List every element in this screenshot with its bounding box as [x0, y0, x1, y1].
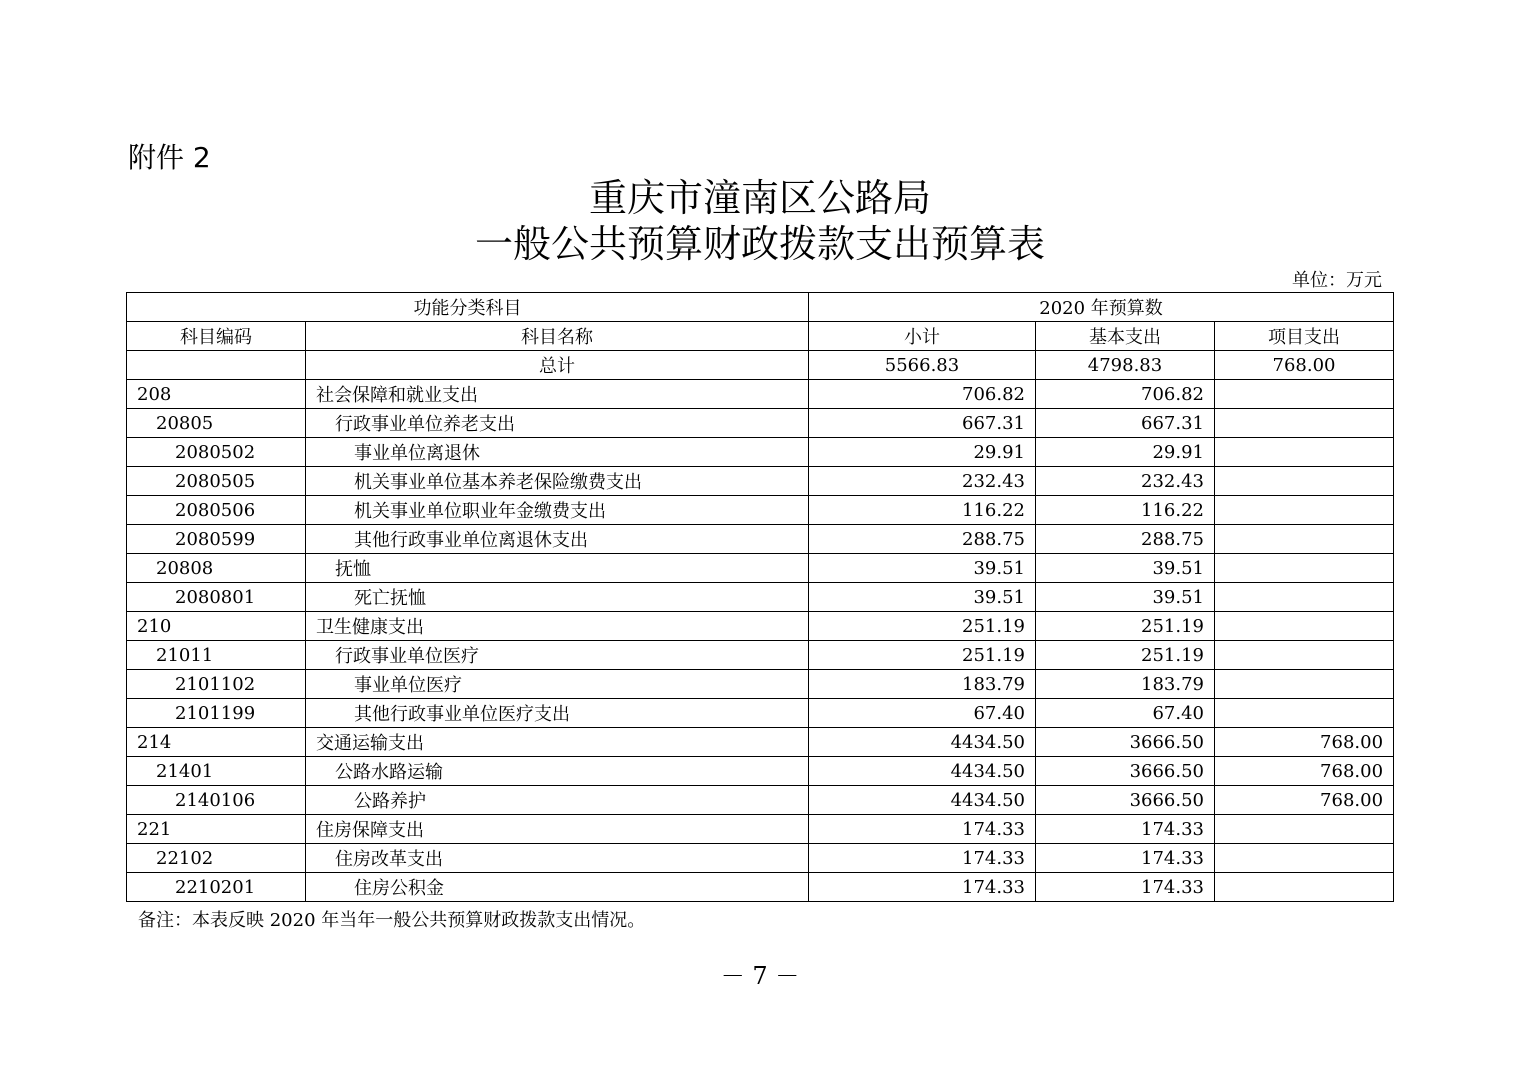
table-row	[127, 699, 1394, 728]
table-row	[127, 670, 1394, 699]
project-cell	[1215, 873, 1394, 902]
total-label: 总计	[306, 351, 809, 380]
project-cell	[1215, 554, 1394, 583]
table-row	[127, 554, 1394, 583]
table-row	[127, 786, 1394, 815]
name-cell: 公路水路运输	[306, 757, 809, 786]
name-cell: 事业单位离退休	[306, 438, 809, 467]
code-cell: 22102	[127, 844, 306, 873]
header-code: 科目编码	[127, 322, 306, 351]
code-cell: 221	[127, 815, 306, 844]
budget-table	[126, 292, 1394, 902]
header-budget-year: 2020 年预算数	[809, 293, 1394, 322]
name-cell: 事业单位医疗	[306, 670, 809, 699]
project-cell: 768.00	[1215, 757, 1394, 786]
table-row	[127, 641, 1394, 670]
subtotal-cell: 174.33	[809, 844, 1036, 873]
header-name: 科目名称	[306, 322, 809, 351]
basic-cell: 174.33	[1036, 873, 1215, 902]
code-cell: 2101102	[127, 670, 306, 699]
document-subtitle: 一般公共预算财政拨款支出预算表	[474, 222, 1045, 266]
subtotal-cell: 4434.50	[809, 728, 1036, 757]
basic-cell: 116.22	[1036, 496, 1215, 525]
project-cell	[1215, 438, 1394, 467]
project-cell	[1215, 670, 1394, 699]
total-subtotal: 5566.83	[809, 351, 1036, 380]
project-cell	[1215, 641, 1394, 670]
basic-cell: 288.75	[1036, 525, 1215, 554]
table-row	[127, 380, 1394, 409]
code-cell: 2210201	[127, 873, 306, 902]
basic-cell: 29.91	[1036, 438, 1215, 467]
total-basic: 4798.83	[1036, 351, 1215, 380]
code-cell: 20805	[127, 409, 306, 438]
table-row	[127, 757, 1394, 786]
basic-cell: 667.31	[1036, 409, 1215, 438]
table-row	[127, 815, 1394, 844]
code-cell: 2080801	[127, 583, 306, 612]
project-cell	[1215, 496, 1394, 525]
name-cell: 住房改革支出	[306, 844, 809, 873]
code-cell: 2101199	[127, 699, 306, 728]
project-cell	[1215, 380, 1394, 409]
subtotal-cell: 251.19	[809, 641, 1036, 670]
name-cell: 交通运输支出	[306, 728, 809, 757]
code-cell: 2080505	[127, 467, 306, 496]
subtotal-cell: 67.40	[809, 699, 1036, 728]
subtotal-cell: 174.33	[809, 815, 1036, 844]
code-cell: 20808	[127, 554, 306, 583]
name-cell: 其他行政事业单位医疗支出	[306, 699, 809, 728]
project-cell	[1215, 699, 1394, 728]
code-cell: 210	[127, 612, 306, 641]
basic-cell: 67.40	[1036, 699, 1215, 728]
basic-cell: 3666.50	[1036, 786, 1215, 815]
project-cell	[1215, 409, 1394, 438]
project-cell	[1215, 844, 1394, 873]
header-subtotal: 小计	[809, 322, 1036, 351]
total-project: 768.00	[1215, 351, 1394, 380]
subtotal-cell: 667.31	[809, 409, 1036, 438]
name-cell: 行政事业单位医疗	[306, 641, 809, 670]
subtotal-cell: 232.43	[809, 467, 1036, 496]
table-row	[127, 467, 1394, 496]
name-cell: 住房公积金	[306, 873, 809, 902]
basic-cell: 174.33	[1036, 815, 1215, 844]
basic-cell: 251.19	[1036, 641, 1215, 670]
basic-cell: 183.79	[1036, 670, 1215, 699]
basic-cell: 174.33	[1036, 844, 1215, 873]
table-row	[127, 583, 1394, 612]
name-cell: 社会保障和就业支出	[306, 380, 809, 409]
name-cell: 机关事业单位基本养老保险缴费支出	[306, 467, 809, 496]
header-project: 项目支出	[1215, 322, 1394, 351]
project-cell	[1215, 612, 1394, 641]
basic-cell: 251.19	[1036, 612, 1215, 641]
table-row	[127, 525, 1394, 554]
code-cell: 2080502	[127, 438, 306, 467]
table-row	[127, 438, 1394, 467]
document-title: 重庆市潼南区公路局	[588, 176, 931, 220]
basic-cell: 39.51	[1036, 554, 1215, 583]
code-cell: 2080506	[127, 496, 306, 525]
subtotal-cell: 29.91	[809, 438, 1036, 467]
project-cell	[1215, 467, 1394, 496]
attachment-label: 附件 2	[128, 141, 211, 174]
name-cell: 住房保障支出	[306, 815, 809, 844]
code-cell: 21011	[127, 641, 306, 670]
subtotal-cell: 251.19	[809, 612, 1036, 641]
subtotal-cell: 39.51	[809, 554, 1036, 583]
name-cell: 卫生健康支出	[306, 612, 809, 641]
subtotal-cell: 706.82	[809, 380, 1036, 409]
code-cell: 21401	[127, 757, 306, 786]
code-cell: 2080599	[127, 525, 306, 554]
name-cell: 死亡抚恤	[306, 583, 809, 612]
name-cell: 行政事业单位养老支出	[306, 409, 809, 438]
header-function-classification: 功能分类科目	[127, 293, 809, 322]
total-code-cell	[127, 351, 306, 380]
subtotal-cell: 39.51	[809, 583, 1036, 612]
subtotal-cell: 183.79	[809, 670, 1036, 699]
table-row	[127, 873, 1394, 902]
table-row	[127, 844, 1394, 873]
project-cell: 768.00	[1215, 786, 1394, 815]
table-row	[127, 728, 1394, 757]
subtotal-cell: 116.22	[809, 496, 1036, 525]
subtotal-cell: 4434.50	[809, 786, 1036, 815]
name-cell: 机关事业单位职业年金缴费支出	[306, 496, 809, 525]
basic-cell: 232.43	[1036, 467, 1215, 496]
name-cell: 其他行政事业单位离退休支出	[306, 525, 809, 554]
name-cell: 抚恤	[306, 554, 809, 583]
header-basic: 基本支出	[1036, 322, 1215, 351]
project-cell	[1215, 525, 1394, 554]
basic-cell: 39.51	[1036, 583, 1215, 612]
name-cell: 公路养护	[306, 786, 809, 815]
total-row	[127, 351, 1394, 380]
project-cell	[1215, 583, 1394, 612]
project-cell	[1215, 815, 1394, 844]
basic-cell: 706.82	[1036, 380, 1215, 409]
header-group-row	[127, 293, 1394, 322]
footnote: 备注：本表反映 2020 年当年一般公共预算财政拨款支出情况。	[138, 910, 646, 931]
project-cell: 768.00	[1215, 728, 1394, 757]
code-cell: 208	[127, 380, 306, 409]
subtotal-cell: 4434.50	[809, 757, 1036, 786]
unit-label: 单位：万元	[1292, 270, 1382, 291]
subtotal-cell: 288.75	[809, 525, 1036, 554]
page-number: － 7 －	[720, 962, 800, 990]
subtotal-cell: 174.33	[809, 873, 1036, 902]
code-cell: 214	[127, 728, 306, 757]
table-row	[127, 612, 1394, 641]
table-row	[127, 409, 1394, 438]
table-row	[127, 496, 1394, 525]
basic-cell: 3666.50	[1036, 757, 1215, 786]
basic-cell: 3666.50	[1036, 728, 1215, 757]
header-column-row	[127, 322, 1394, 351]
code-cell: 2140106	[127, 786, 306, 815]
